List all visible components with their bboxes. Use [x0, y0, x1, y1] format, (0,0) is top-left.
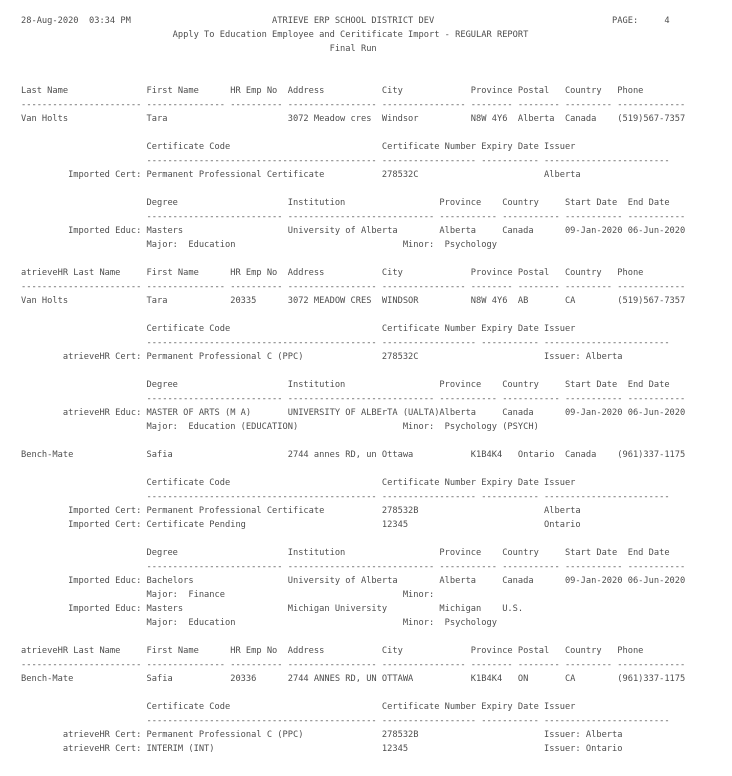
report-line-15: Imported Educ: Masters University of Alberta Alberta Canada 09-Jan-2020 06-Jun-2020 — [21, 226, 686, 236]
report-line-26: Degree Institution Province Country Start Date End Date — [21, 380, 670, 390]
report-line-29: Major: Education (EDUCATION) Minor: Psychology (PSYCH) — [21, 422, 539, 432]
report-line-11: Imported Cert: Permanent Professional Certificate 278532C Alberta — [21, 170, 581, 180]
report-line-19: ----------------------- --------------- ---------- ----------------- ---------------- -------- -------- --------- ------------- — [21, 282, 686, 292]
report-line-9: Certificate Code Certificate Number Expiry Date Issuer — [21, 142, 576, 152]
report-line-50: -------------------------------------------- ------------------ ----------- ------------------------ — [21, 716, 670, 726]
report-line-23: -------------------------------------------- ------------------ ----------- ------------------------ — [21, 338, 670, 348]
report-line-7: Van Holts Tara 3072 Meadow cres Windsor N8W 4Y6 Alberta Canada (519)567-7357 — [21, 114, 686, 124]
report-line-45: atrieveHR Last Name First Name HR Emp No Address City Province Postal Country Phone — [21, 646, 644, 656]
report-line-13: Degree Institution Province Country Start Date End Date — [21, 198, 670, 208]
report-line-20: Van Holts Tara 20335 3072 MEADOW CRES WINDSOR N8W 4Y6 AB CA (519)567-7357 — [21, 296, 686, 306]
report-line-18: atrieveHR Last Name First Name HR Emp No Address City Province Postal Country Phone — [21, 268, 644, 278]
report-line-44 — [21, 630, 732, 644]
report-line-5: Last Name First Name HR Emp No Address City Province Postal Country Phone — [21, 86, 644, 96]
report-line-22: Certificate Code Certificate Number Expiry Date Issuer — [21, 324, 576, 334]
report-line-0: 28-Aug-2020 03:34 PM ATRIEVE ERP SCHOOL DISTRICT DEV PAGE: 4 — [21, 16, 670, 26]
report-line-37 — [21, 532, 732, 546]
report-line-27: -------------------------- ---------------------------- ----------- ----------- ----------- ----------- — [21, 394, 686, 404]
report-line-28: atrieveHR Educ: MASTER OF ARTS (M A) UNIVERSITY OF ALBErTA (UALTA)Alberta Canada 09-Jan-2020 06-Jun-2020 — [21, 408, 686, 418]
report-line-34: -------------------------------------------- ------------------ ----------- ------------------------ — [21, 492, 670, 502]
report-line-25 — [21, 364, 732, 378]
report-line-30 — [21, 434, 732, 448]
report-line-42: Imported Educ: Masters Michigan University Michigan U.S. — [21, 604, 524, 614]
report-line-48 — [21, 686, 732, 700]
report-line-49: Certificate Code Certificate Number Expiry Date Issuer — [21, 702, 576, 712]
report-line-16: Major: Education Minor: Psychology — [21, 240, 497, 250]
report-line-38: Degree Institution Province Country Start Date End Date — [21, 548, 670, 558]
report-line-6: ----------------------- --------------- ---------- ----------------- ---------------- -------- -------- --------- ------------- — [21, 100, 686, 110]
report-line-31: Bench-Mate Safia 2744 annes RD, un Ottawa K1B4K4 Ontario Canada (961)337-1175 — [21, 450, 686, 460]
report-line-40: Imported Educ: Bachelors University of Alberta Alberta Canada 09-Jan-2020 06-Jun-2020 — [21, 576, 686, 586]
report-line-1: Apply To Education Employee and Ceritificate Import - REGULAR REPORT — [21, 30, 529, 40]
report-line-10: -------------------------------------------- ------------------ ----------- ------------------------ — [21, 156, 670, 166]
report-line-43: Major: Education Minor: Psychology — [21, 618, 497, 628]
report-line-8 — [21, 126, 732, 140]
report-line-47: Bench-Mate Safia 20336 2744 ANNES RD, UN OTTAWA K1B4K4 ON CA (961)337-1175 — [21, 674, 686, 684]
report-line-2: Final Run — [21, 44, 377, 54]
report-line-32 — [21, 462, 732, 476]
report-line-12 — [21, 182, 732, 196]
report-line-21 — [21, 308, 732, 322]
report-line-3 — [21, 56, 732, 70]
report-line-36: Imported Cert: Certificate Pending 12345 Ontario — [21, 520, 581, 530]
report-line-24: atrieveHR Cert: Permanent Professional C (PPC) 278532C Issuer: Alberta — [21, 352, 623, 362]
report-line-52: atrieveHR Cert: INTERIM (INT) 12345 Issuer: Ontario — [21, 744, 623, 754]
report-line-41: Major: Finance Minor: — [21, 590, 435, 600]
report-line-17 — [21, 252, 732, 266]
report-line-14: -------------------------- ---------------------------- ----------- ----------- ----------- ----------- — [21, 212, 686, 222]
report-line-39: -------------------------- ---------------------------- ----------- ----------- ----------- ----------- — [21, 562, 686, 572]
report-line-51: atrieveHR Cert: Permanent Professional C (PPC) 278532B Issuer: Alberta — [21, 730, 623, 740]
report-line-4 — [21, 70, 732, 84]
report-body — [21, 14, 732, 756]
report-line-46: ----------------------- --------------- ---------- ----------------- ---------------- -------- -------- --------- ------------- — [21, 660, 686, 670]
report-line-35: Imported Cert: Permanent Professional Certificate 278532B Alberta — [21, 506, 581, 516]
report-line-33: Certificate Code Certificate Number Expiry Date Issuer — [21, 478, 576, 488]
